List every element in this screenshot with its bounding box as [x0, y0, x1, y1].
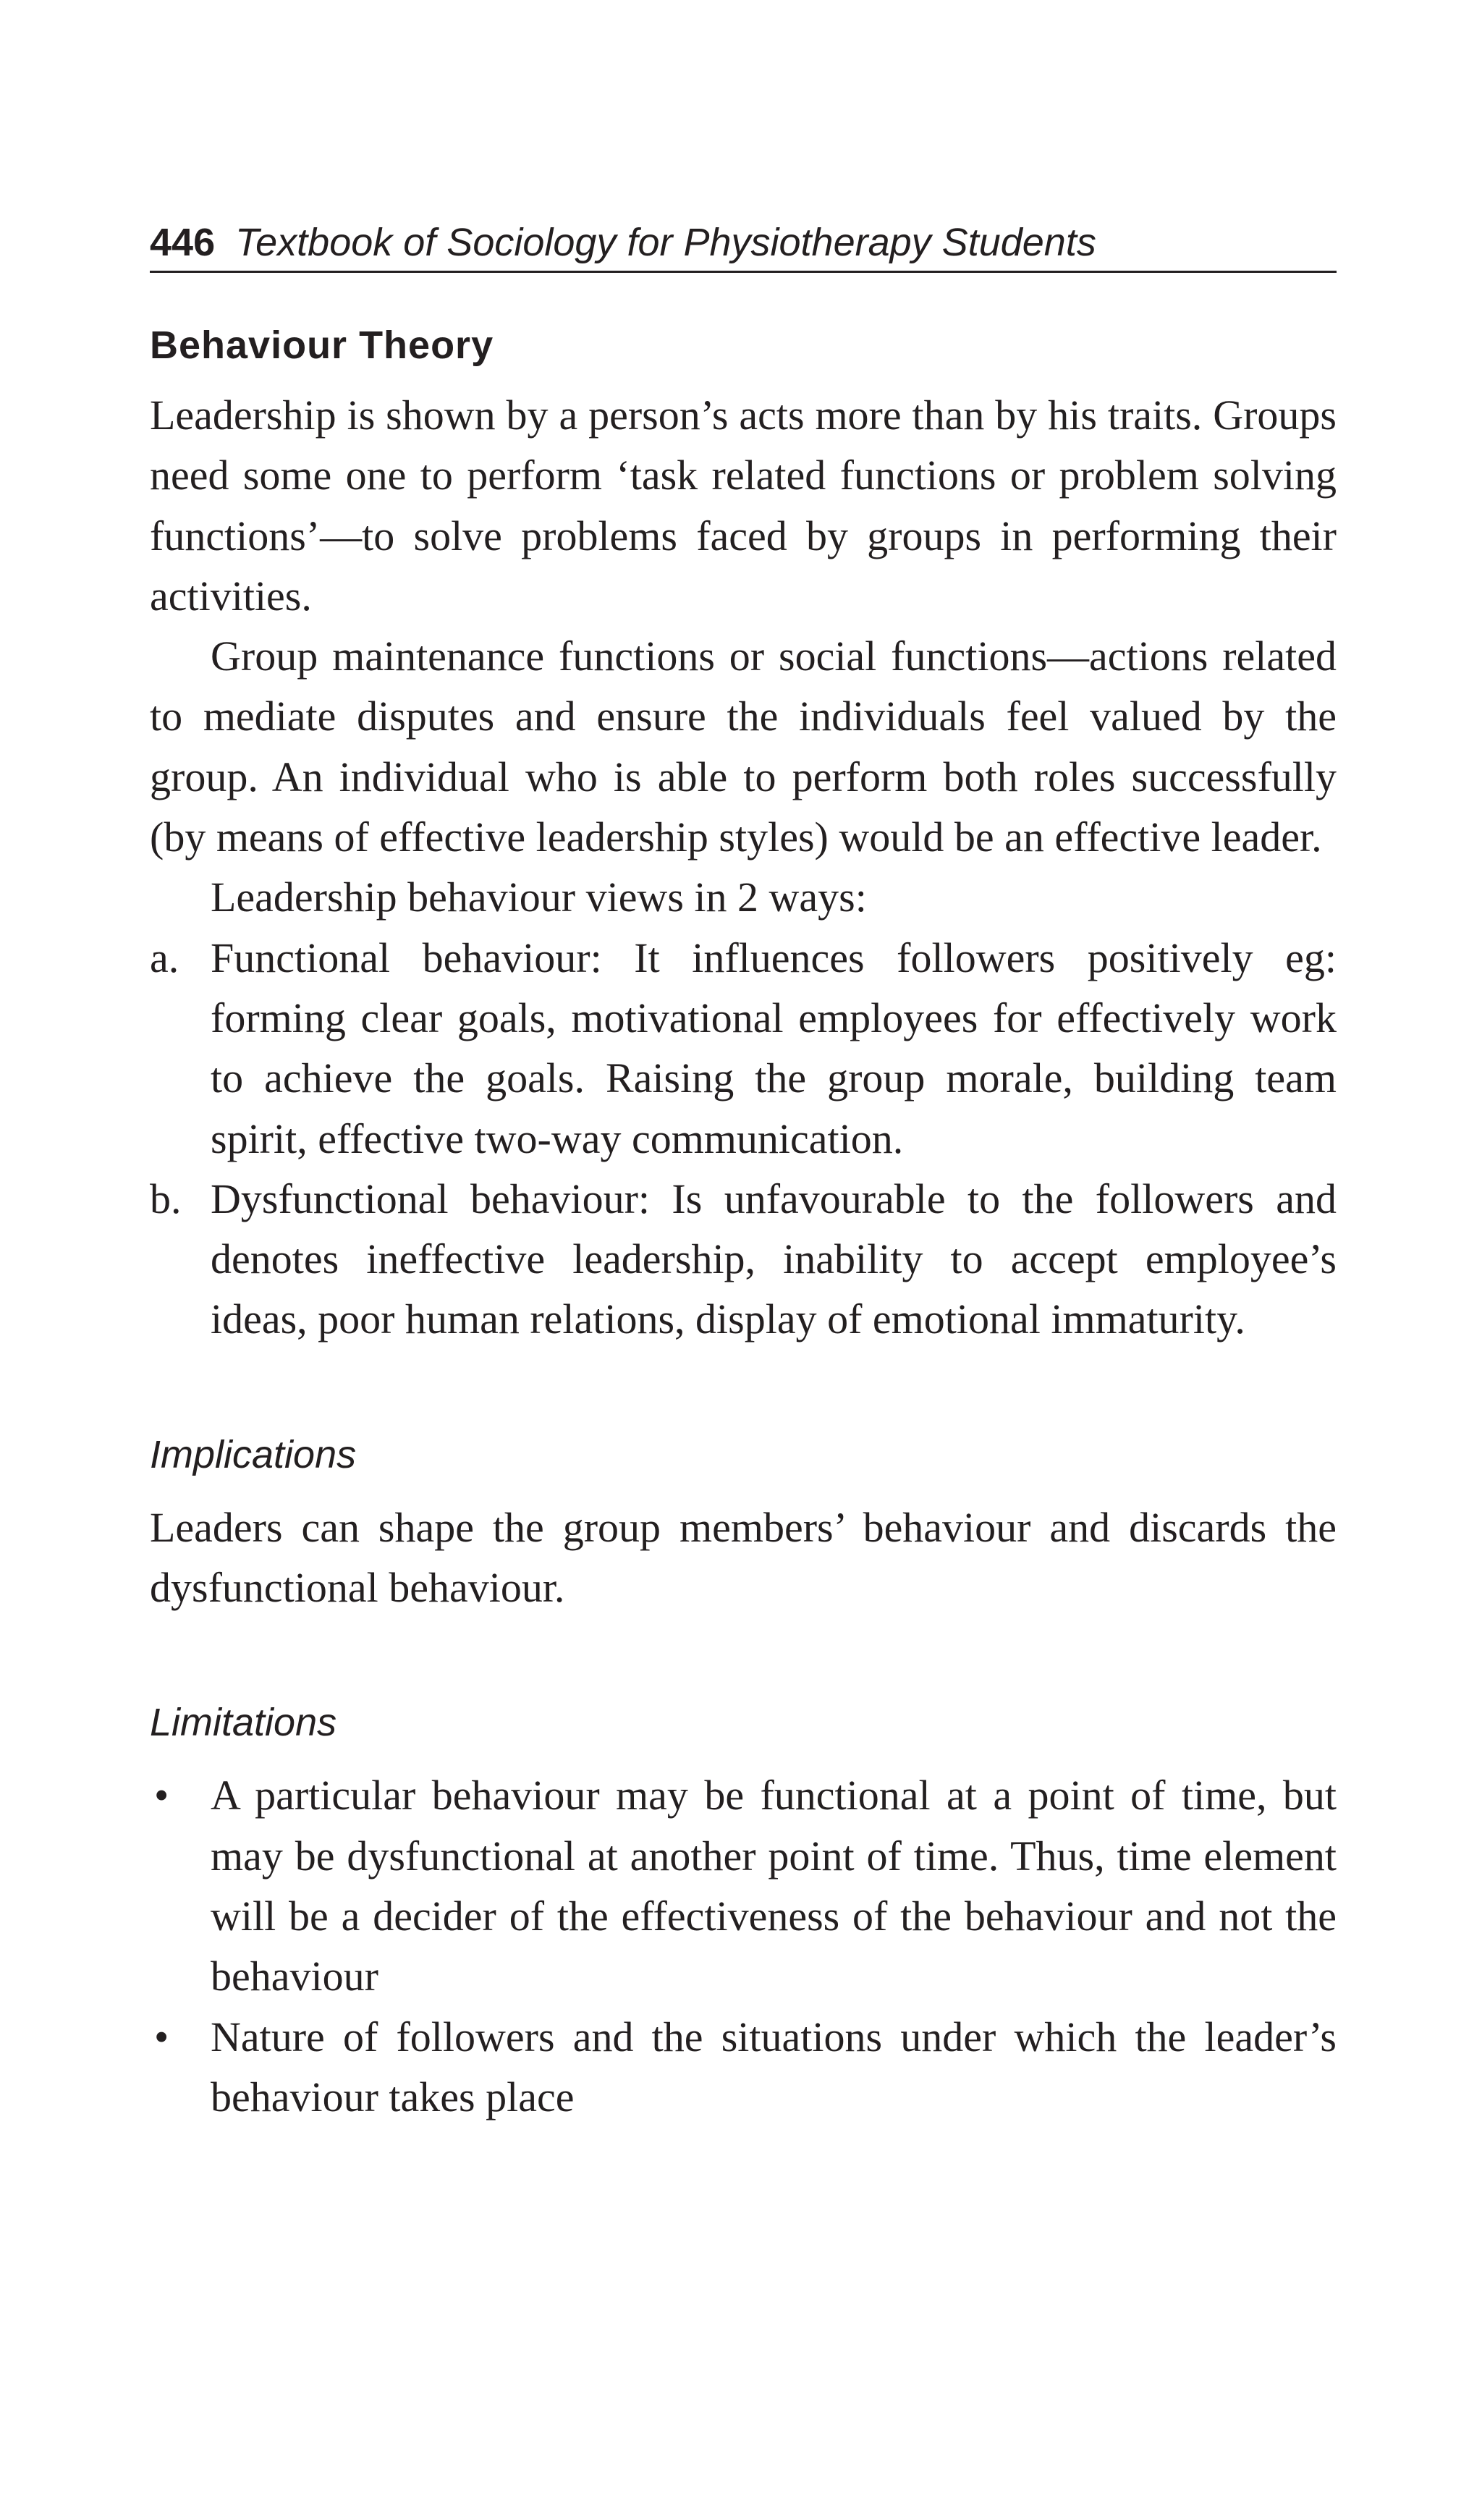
implications-text: Leaders can shape the group members’ behaviour and discards the dysfunctional behaviour. [150, 1503, 1337, 1612]
list-item-text: Dysfunctional behaviour: Is unfavourable to the followers and denotes ineffective leadership, inability to accept employee’s ideas, poor human relations, display of emotional immaturity. [211, 1175, 1337, 1343]
page-body [150, 313, 1337, 2127]
limitations-heading: Limitations [150, 1701, 337, 1745]
implications-heading: Implications [150, 1432, 357, 1476]
paragraph: Group maintenance functions or social functions—actions related to mediate disputes and ensure the individuals feel valued by the group. An individual who is able to perform both roles successfully (by means of effective leadership styles) would be an effective leader. [150, 633, 1337, 861]
paragraph: Leadership behaviour views in 2 ways: [211, 874, 867, 921]
section-gap [150, 1618, 1337, 1690]
list-item [150, 1169, 1337, 1350]
list-item-text: Nature of followers and the situations under which the leader’s behaviour takes place [211, 2013, 1337, 2121]
list-item-text: Functional behaviour: It influences followers positively eg: forming clear goals, motivational employees for effectively work to achieve the goals. Raising the group morale, building team spirit, effective two-way communication. [211, 934, 1337, 1162]
book-title: Textbook of Sociology for Physiotherapy Students [235, 221, 1096, 264]
section-heading: Behaviour Theory [150, 324, 494, 367]
list-item [150, 2007, 1337, 2128]
bullet-icon: • [154, 2013, 169, 2060]
paragraph: Leadership is shown by a person’s acts more than by his traits. Groups need some one to perform ‘task related functions or problem solving functions’—to solve problems faced by groups in performing their activities. [150, 392, 1337, 620]
list-item-text: A particular behaviour may be functional at a point of time, but may be dysfunctional at another point of time. Thus, time element will be a decider of the effectiveness of the behaviour and not the behaviour [211, 1772, 1337, 2000]
running-header [150, 214, 1337, 273]
section-gap [150, 1350, 1337, 1422]
limitations-list [150, 1765, 1337, 2127]
list-marker: a. [150, 934, 179, 981]
page-number: 446 [150, 221, 216, 264]
ways-list [150, 928, 1337, 1350]
list-item [150, 1765, 1337, 2006]
bullet-icon: • [154, 1772, 169, 1819]
list-item [150, 928, 1337, 1169]
list-marker: b. [150, 1175, 182, 1222]
